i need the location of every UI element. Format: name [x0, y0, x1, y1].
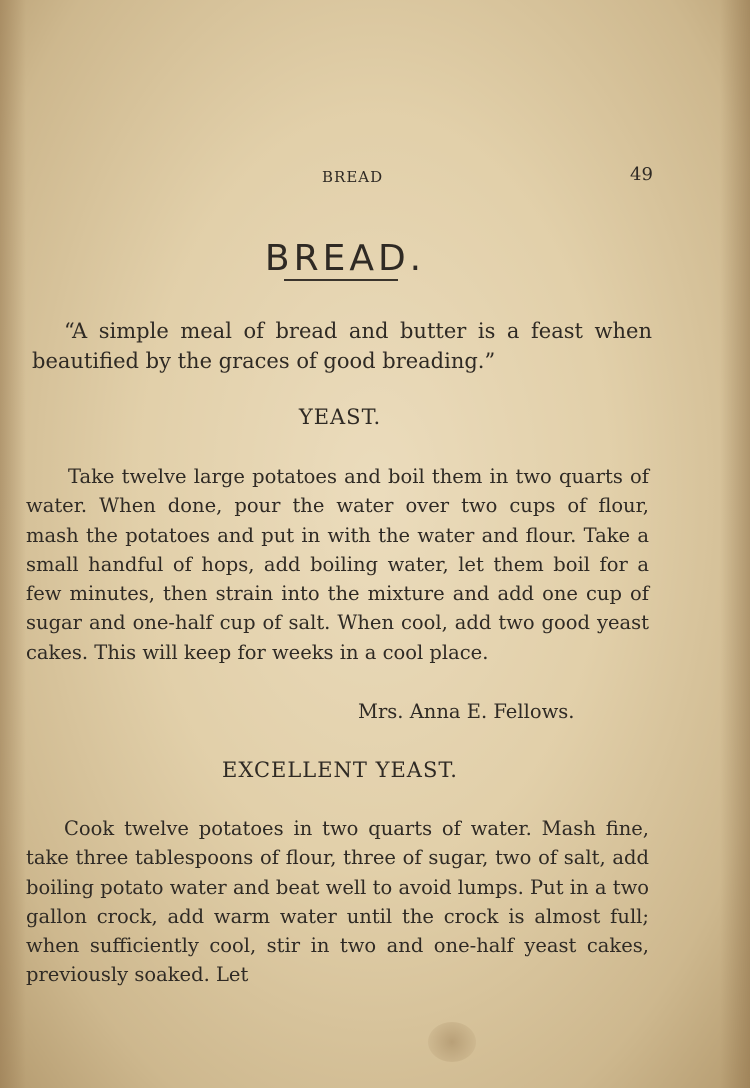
chapter-title: BREAD.: [264, 238, 426, 280]
recipe-author: Mrs. Anna E. Fellows.: [358, 700, 575, 723]
recipe-title-excellent-yeast: EXCELLENT YEAST.: [222, 758, 458, 782]
page-edge-shadow-left: [0, 0, 26, 1088]
epigraph: “A simple meal of bread and butter is a feast when beautified by the graces of good breading.”: [32, 319, 652, 373]
page-number: 49: [630, 164, 653, 185]
title-rule: [284, 279, 398, 281]
running-head: BREAD: [322, 168, 384, 186]
paper-stain: [428, 1022, 476, 1062]
recipe-body-yeast: Take twelve large potatoes and boil them in two quarts of water. When done, pour the water over two cups of flour, mash the potatoes and put in with the water and flour. Take a small handful of hops, add boiling water, let them boil for a few minutes, then strain into the mixture and add one cup of sugar and one-half cup of salt. When cool, add two good yeast cakes. This will keep for weeks in a cool place.: [26, 465, 649, 664]
recipe-body-excellent-yeast: Cook twelve potatoes in two quarts of water. Mash fine, take three tablespoons of flour, three of sugar, two of salt, add boiling potato water and beat well to avoid lumps. Put in a two gallon crock, add warm water until the crock is almost full; when sufficiently cool, stir in two and one-half yeast cakes, previously soaked. Let: [26, 817, 649, 987]
recipe-title-yeast: YEAST.: [298, 405, 382, 429]
page-edge-shadow-right: [720, 0, 750, 1088]
